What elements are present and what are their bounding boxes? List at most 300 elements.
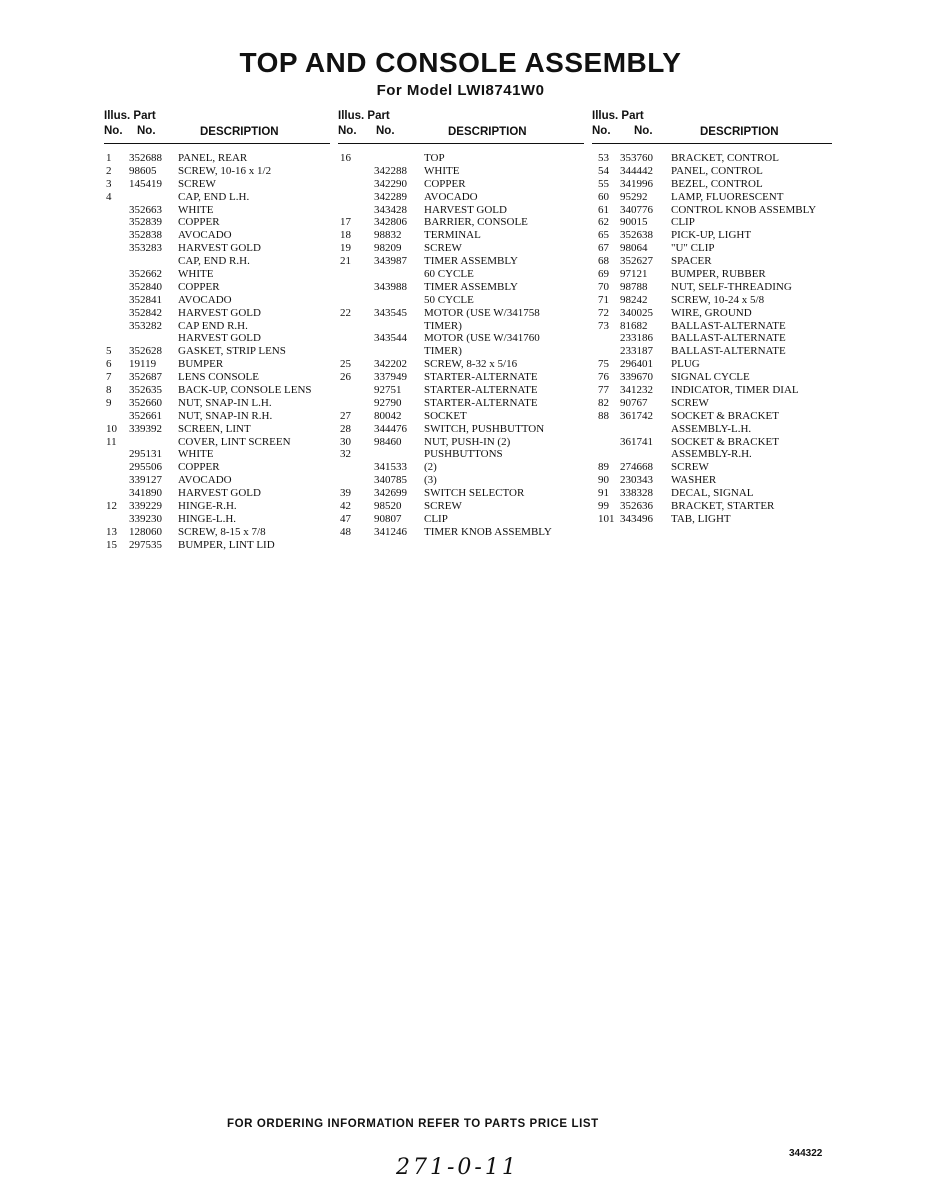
part-number: 90767 — [620, 396, 648, 409]
parts-row — [592, 178, 832, 191]
part-number: 352663 — [129, 203, 162, 216]
part-description: SCREEN, LINT — [178, 422, 251, 435]
part-description: CAP END R.H. — [178, 319, 248, 332]
parts-row — [338, 448, 584, 461]
parts-row — [592, 307, 832, 320]
part-description: HINGE-L.H. — [178, 512, 237, 525]
part-description: SCREW, 8-15 x 7/8 — [178, 525, 266, 538]
part-description: "U" CLIP — [671, 242, 715, 255]
ordering-footer: FOR ORDERING INFORMATION REFER TO PARTS PRICE LIST — [227, 1118, 599, 1130]
part-description: CLIP — [671, 216, 695, 229]
part-description: NUT, SELF-THREADING — [671, 280, 792, 293]
part-number: 343988 — [374, 280, 407, 293]
part-number: 80042 — [374, 409, 402, 422]
part-description: HARVEST GOLD — [178, 332, 261, 345]
parts-row — [104, 191, 330, 204]
part-description: WIRE, GROUND — [671, 306, 752, 319]
parts-row — [104, 281, 330, 294]
parts-row — [338, 178, 584, 191]
parts-row — [592, 320, 832, 333]
illus-number: 26 — [340, 371, 351, 384]
part-description: COVER, LINT SCREEN — [178, 435, 291, 448]
parts-row — [104, 436, 330, 449]
part-number: 342290 — [374, 177, 407, 190]
parts-row — [104, 384, 330, 397]
part-number: 352840 — [129, 280, 162, 293]
part-description: 50 CYCLE — [424, 293, 474, 306]
part-description: MOTOR (USE W/341760 — [424, 332, 540, 345]
column-header — [592, 108, 832, 143]
part-description: PICK-UP, LIGHT — [671, 229, 752, 242]
parts-row — [338, 358, 584, 371]
part-description: NUT, SNAP-IN L.H. — [178, 396, 272, 409]
part-number: 342699 — [374, 487, 407, 500]
parts-row — [592, 474, 832, 487]
header-illus-no: No. — [338, 125, 357, 137]
part-description: HARVEST GOLD — [178, 306, 261, 319]
illus-number: 54 — [598, 164, 609, 177]
parts-row — [338, 191, 584, 204]
part-description: SCREW, 10-24 x 5/8 — [671, 293, 765, 306]
parts-row — [338, 397, 584, 410]
illus-number: 1 — [106, 152, 112, 164]
parts-row — [338, 152, 584, 165]
header-rule — [338, 143, 584, 144]
part-number: 337949 — [374, 371, 407, 384]
part-number: 90807 — [374, 512, 402, 525]
part-description: BUMPER — [178, 358, 224, 371]
illus-number: 27 — [340, 409, 351, 422]
illus-number: 53 — [598, 152, 609, 164]
parts-row — [338, 487, 584, 500]
part-number: 98064 — [620, 242, 648, 255]
part-number: 353760 — [620, 152, 653, 164]
parts-row — [592, 345, 832, 358]
part-description: SCREW — [671, 461, 709, 474]
part-number: 353282 — [129, 319, 162, 332]
part-number: 295131 — [129, 448, 162, 461]
parts-row — [338, 461, 584, 474]
parts-row — [592, 448, 832, 461]
parts-row — [592, 358, 832, 371]
part-description: TIMER ASSEMBLY — [424, 280, 518, 293]
part-number: 339229 — [129, 500, 162, 513]
part-description: INDICATOR, TIMER DIAL — [671, 384, 799, 397]
part-number: 344442 — [620, 164, 653, 177]
part-number: 98605 — [129, 164, 157, 177]
parts-row — [104, 268, 330, 281]
part-number: 230343 — [620, 474, 653, 487]
part-number: 352661 — [129, 409, 162, 422]
part-description: (3) — [424, 474, 437, 487]
illus-number: 25 — [340, 358, 351, 371]
part-number: 340776 — [620, 203, 653, 216]
parts-row — [338, 268, 584, 281]
part-description: SCREW, 8-32 x 5/16 — [424, 358, 518, 371]
part-description: CAP, END R.H. — [178, 255, 250, 268]
parts-row — [592, 487, 832, 500]
part-description: LENS CONSOLE — [178, 371, 259, 384]
illus-number: 12 — [106, 500, 117, 513]
part-description: AVOCADO — [178, 229, 232, 242]
parts-row — [338, 410, 584, 423]
part-number: 98460 — [374, 435, 402, 448]
illus-number: 72 — [598, 306, 609, 319]
part-description: PLUG — [671, 358, 700, 371]
illus-number: 90 — [598, 474, 609, 487]
illus-number: 73 — [598, 319, 609, 332]
illus-number: 76 — [598, 371, 609, 384]
parts-row — [104, 461, 330, 474]
part-description: HARVEST GOLD — [178, 487, 261, 500]
part-number: 353283 — [129, 242, 162, 255]
parts-row — [104, 229, 330, 242]
illus-number: 4 — [106, 190, 112, 203]
part-description: HARVEST GOLD — [178, 242, 261, 255]
part-description: SOCKET & BRACKET — [671, 435, 779, 448]
illus-number: 69 — [598, 268, 609, 281]
part-description: HINGE-R.H. — [178, 500, 237, 513]
illus-number: 48 — [340, 525, 351, 538]
parts-row — [338, 281, 584, 294]
parts-row — [104, 165, 330, 178]
illus-number: 30 — [340, 435, 351, 448]
part-number: 92751 — [374, 384, 402, 397]
illus-number: 32 — [340, 448, 351, 461]
illus-number: 9 — [106, 396, 112, 409]
header-part-no: No. — [137, 125, 156, 137]
illus-number: 7 — [106, 371, 112, 384]
parts-row — [592, 255, 832, 268]
part-number: 352838 — [129, 229, 162, 242]
part-description: BUMPER, LINT LID — [178, 538, 275, 551]
part-description: GASKET, STRIP LENS — [178, 345, 286, 358]
illus-number: 60 — [598, 190, 609, 203]
parts-row — [104, 204, 330, 217]
illus-number: 70 — [598, 280, 609, 293]
part-number: 95292 — [620, 190, 648, 203]
part-number: 342806 — [374, 216, 407, 229]
parts-row — [338, 242, 584, 255]
parts-row — [592, 165, 832, 178]
part-description: BALLAST-ALTERNATE — [671, 319, 786, 332]
header-description: DESCRIPTION — [700, 126, 779, 138]
parts-row — [104, 500, 330, 513]
parts-row — [104, 423, 330, 436]
part-description: SCREW — [178, 177, 216, 190]
parts-row — [104, 410, 330, 423]
illus-number: 99 — [598, 500, 609, 513]
part-number: 98832 — [374, 229, 402, 242]
parts-column-1 — [104, 108, 330, 552]
parts-row — [592, 436, 832, 449]
part-description: CLIP — [424, 512, 448, 525]
part-description: PANEL, REAR — [178, 152, 248, 164]
part-number: 343987 — [374, 255, 407, 268]
part-number: 352627 — [620, 255, 653, 268]
illus-number: 42 — [340, 500, 351, 513]
parts-row — [592, 281, 832, 294]
part-description: DECAL, SIGNAL — [671, 487, 754, 500]
part-number: 341533 — [374, 461, 407, 474]
part-number: 339670 — [620, 371, 653, 384]
header-rule — [592, 143, 832, 144]
parts-row — [338, 345, 584, 358]
parts-row — [104, 255, 330, 268]
model-subtitle: For Model LWI8741W0 — [376, 82, 545, 99]
parts-row — [338, 474, 584, 487]
part-description: SCREW — [671, 396, 709, 409]
parts-row — [592, 229, 832, 242]
illus-number: 62 — [598, 216, 609, 229]
illus-number: 75 — [598, 358, 609, 371]
part-number: 98242 — [620, 293, 648, 306]
part-description: CONTROL KNOB ASSEMBLY — [671, 203, 817, 216]
illus-number: 19 — [340, 242, 351, 255]
part-description: BRACKET, CONTROL — [671, 152, 779, 164]
part-description: WHITE — [178, 448, 214, 461]
illus-number: 28 — [340, 422, 351, 435]
header-part-no: No. — [634, 125, 653, 137]
illus-number: 82 — [598, 396, 609, 409]
illus-number: 68 — [598, 255, 609, 268]
illus-number: 8 — [106, 384, 112, 397]
part-description: AVOCADO — [178, 474, 232, 487]
header-illus-part: Illus. Part — [592, 110, 644, 122]
part-description: SWITCH, PUSHBUTTON — [424, 422, 545, 435]
part-description: COPPER — [424, 177, 466, 190]
part-number: 341246 — [374, 525, 407, 538]
parts-list — [592, 152, 832, 526]
part-number: 340025 — [620, 306, 653, 319]
part-description: COPPER — [178, 280, 220, 293]
part-description: SCREW — [424, 242, 462, 255]
page-title: TOP AND CONSOLE ASSEMBLY — [239, 47, 682, 78]
parts-row — [104, 474, 330, 487]
part-description: TIMER KNOB ASSEMBLY — [424, 525, 552, 538]
part-description: MOTOR (USE W/341758 — [424, 306, 540, 319]
parts-row — [338, 500, 584, 513]
parts-row — [104, 294, 330, 307]
parts-row — [338, 216, 584, 229]
part-description: SCREW, 10-16 x 1/2 — [178, 164, 272, 177]
part-description: SPACER — [671, 255, 712, 268]
part-number: 352662 — [129, 268, 162, 281]
part-description: SOCKET & BRACKET — [671, 409, 779, 422]
illus-number: 88 — [598, 409, 609, 422]
part-description: COPPER — [178, 216, 220, 229]
parts-column-2 — [338, 108, 584, 539]
part-description: TIMER) — [424, 345, 462, 358]
part-description: ASSEMBLY-R.H. — [671, 448, 752, 461]
illus-number: 67 — [598, 242, 609, 255]
parts-row — [338, 513, 584, 526]
part-description: TERMINAL — [424, 229, 481, 242]
part-number: 342202 — [374, 358, 407, 371]
parts-row — [592, 410, 832, 423]
part-description: LAMP, FLUORESCENT — [671, 190, 784, 203]
part-number: 341996 — [620, 177, 653, 190]
part-number: 233186 — [620, 332, 653, 345]
header-part-no: No. — [376, 125, 395, 137]
parts-row — [592, 461, 832, 474]
illus-number: 91 — [598, 487, 609, 500]
document-number: 344322 — [789, 1148, 823, 1159]
part-description: STARTER-ALTERNATE — [424, 396, 538, 409]
handwritten-note: 271-0-11 — [396, 1155, 519, 1180]
illus-number: 61 — [598, 203, 609, 216]
part-number: 233187 — [620, 345, 653, 358]
parts-row — [338, 294, 584, 307]
part-description: SIGNAL CYCLE — [671, 371, 750, 384]
illus-number: 77 — [598, 384, 609, 397]
parts-row — [338, 229, 584, 242]
column-header — [338, 108, 584, 143]
part-description: SOCKET — [424, 409, 467, 422]
header-illus-part: Illus. Part — [338, 110, 390, 122]
parts-row — [338, 165, 584, 178]
part-number: 19119 — [129, 358, 157, 371]
part-number: 361742 — [620, 409, 653, 422]
illus-number: 3 — [106, 177, 112, 190]
part-number: 128060 — [129, 525, 162, 538]
part-description: AVOCADO — [424, 190, 478, 203]
illus-number: 89 — [598, 461, 609, 474]
part-number: 90015 — [620, 216, 648, 229]
part-number: 98788 — [620, 280, 648, 293]
parts-row — [338, 371, 584, 384]
illus-number: 13 — [106, 525, 117, 538]
parts-column-3 — [592, 108, 832, 526]
part-number: 339127 — [129, 474, 162, 487]
parts-row — [338, 332, 584, 345]
part-number: 352841 — [129, 293, 162, 306]
illus-number: 10 — [106, 422, 117, 435]
part-description: BALLAST-ALTERNATE — [671, 332, 786, 345]
part-number: 343428 — [374, 203, 407, 216]
parts-row — [104, 371, 330, 384]
parts-row — [104, 242, 330, 255]
part-number: 340785 — [374, 474, 407, 487]
parts-row — [104, 397, 330, 410]
parts-row — [338, 423, 584, 436]
part-number: 361741 — [620, 435, 653, 448]
illus-number: 21 — [340, 255, 351, 268]
part-description: TIMER ASSEMBLY — [424, 255, 518, 268]
part-number: 352636 — [620, 500, 653, 513]
parts-row — [592, 294, 832, 307]
parts-row — [104, 332, 330, 345]
part-number: 98520 — [374, 500, 402, 513]
part-number: 97121 — [620, 268, 648, 281]
illus-number: 6 — [106, 358, 112, 371]
parts-row — [592, 500, 832, 513]
illus-number: 101 — [598, 512, 615, 525]
part-description: WHITE — [424, 164, 460, 177]
parts-row — [104, 320, 330, 333]
illus-number: 22 — [340, 306, 351, 319]
illus-number: 16 — [340, 152, 351, 164]
part-description: PUSHBUTTONS — [424, 448, 503, 461]
illus-number: 5 — [106, 345, 112, 358]
part-description: STARTER-ALTERNATE — [424, 384, 538, 397]
illus-number: 18 — [340, 229, 351, 242]
header-description: DESCRIPTION — [448, 126, 527, 138]
illus-number: 15 — [106, 538, 117, 551]
part-number: 352839 — [129, 216, 162, 229]
part-number: 343496 — [620, 512, 653, 525]
part-description: STARTER-ALTERNATE — [424, 371, 538, 384]
part-number: 98209 — [374, 242, 402, 255]
illus-number: 2 — [106, 164, 112, 177]
part-number: 344476 — [374, 422, 407, 435]
parts-row — [592, 204, 832, 217]
part-number: 295506 — [129, 461, 162, 474]
parts-row — [338, 320, 584, 333]
part-number: 92790 — [374, 396, 402, 409]
parts-row — [592, 152, 832, 165]
parts-row — [104, 487, 330, 500]
part-number: 352628 — [129, 345, 162, 358]
part-description: BACK-UP, CONSOLE LENS — [178, 384, 312, 397]
parts-row — [338, 526, 584, 539]
parts-row — [104, 513, 330, 526]
parts-row — [338, 436, 584, 449]
parts-row — [592, 384, 832, 397]
header-illus-part: Illus. Part — [104, 110, 156, 122]
part-number: 341232 — [620, 384, 653, 397]
part-number: 352660 — [129, 396, 162, 409]
parts-row — [592, 216, 832, 229]
part-description: SWITCH SELECTOR — [424, 487, 525, 500]
header-illus-no: No. — [104, 125, 123, 137]
part-description: TAB, LIGHT — [671, 512, 731, 525]
part-number: 81682 — [620, 319, 648, 332]
part-description: TOP — [424, 152, 445, 164]
header-description: DESCRIPTION — [200, 126, 279, 138]
header-illus-no: No. — [592, 125, 611, 137]
parts-row — [338, 255, 584, 268]
illus-number: 55 — [598, 177, 609, 190]
column-header — [104, 108, 330, 143]
parts-row — [104, 216, 330, 229]
parts-list — [104, 152, 330, 552]
part-description: WASHER — [671, 474, 717, 487]
part-description: BEZEL, CONTROL — [671, 177, 763, 190]
part-number: 352635 — [129, 384, 162, 397]
part-number: 297535 — [129, 538, 162, 551]
part-number: 343544 — [374, 332, 407, 345]
part-number: 343545 — [374, 306, 407, 319]
part-number: 274668 — [620, 461, 653, 474]
part-description: NUT, PUSH-IN (2) — [424, 435, 511, 448]
part-number: 296401 — [620, 358, 653, 371]
parts-list — [338, 152, 584, 539]
part-description: HARVEST GOLD — [424, 203, 507, 216]
part-number: 352688 — [129, 152, 162, 164]
parts-row — [338, 307, 584, 320]
parts-row — [104, 448, 330, 461]
parts-row — [338, 384, 584, 397]
part-description: SCREW — [424, 500, 462, 513]
part-description: BALLAST-ALTERNATE — [671, 345, 786, 358]
parts-row — [104, 539, 330, 552]
parts-row — [104, 152, 330, 165]
illus-number: 65 — [598, 229, 609, 242]
parts-row — [592, 423, 832, 436]
parts-row — [104, 307, 330, 320]
parts-row — [338, 204, 584, 217]
